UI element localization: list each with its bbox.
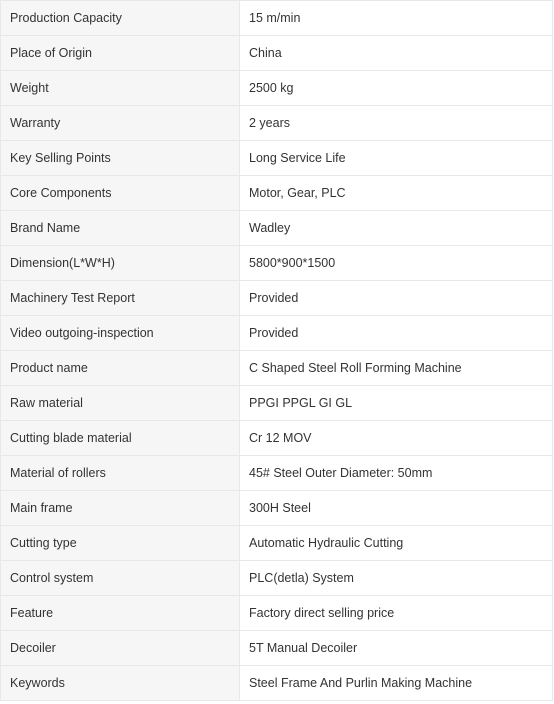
spec-label: Main frame bbox=[1, 491, 240, 526]
spec-value: Factory direct selling price bbox=[240, 596, 553, 631]
spec-value: 300H Steel bbox=[240, 491, 553, 526]
spec-value: 5800*900*1500 bbox=[240, 246, 553, 281]
spec-label: Video outgoing-inspection bbox=[1, 316, 240, 351]
spec-value: C Shaped Steel Roll Forming Machine bbox=[240, 351, 553, 386]
spec-row bbox=[1, 386, 553, 421]
spec-row bbox=[1, 176, 553, 211]
spec-value: Automatic Hydraulic Cutting bbox=[240, 526, 553, 561]
spec-row bbox=[1, 36, 553, 71]
spec-label: Keywords bbox=[1, 666, 240, 701]
spec-row bbox=[1, 246, 553, 281]
spec-label: Production Capacity bbox=[1, 1, 240, 36]
spec-label: Place of Origin bbox=[1, 36, 240, 71]
spec-row bbox=[1, 421, 553, 456]
spec-value: PLC(detla) System bbox=[240, 561, 553, 596]
spec-row bbox=[1, 456, 553, 491]
spec-row bbox=[1, 71, 553, 106]
spec-row bbox=[1, 596, 553, 631]
spec-value: Provided bbox=[240, 281, 553, 316]
spec-row bbox=[1, 106, 553, 141]
spec-row bbox=[1, 1, 553, 36]
spec-label: Cutting type bbox=[1, 526, 240, 561]
spec-row bbox=[1, 526, 553, 561]
spec-value: Wadley bbox=[240, 211, 553, 246]
spec-value: China bbox=[240, 36, 553, 71]
spec-value: Long Service Life bbox=[240, 141, 553, 176]
spec-value: Cr 12 MOV bbox=[240, 421, 553, 456]
spec-value: Provided bbox=[240, 316, 553, 351]
spec-value: 2 years bbox=[240, 106, 553, 141]
spec-row bbox=[1, 281, 553, 316]
spec-row bbox=[1, 351, 553, 386]
spec-row bbox=[1, 666, 553, 701]
spec-label: Core Components bbox=[1, 176, 240, 211]
spec-label: Feature bbox=[1, 596, 240, 631]
spec-value: Steel Frame And Purlin Making Machine bbox=[240, 666, 553, 701]
spec-value: 15 m/min bbox=[240, 1, 553, 36]
spec-label: Product name bbox=[1, 351, 240, 386]
spec-value: PPGI PPGL GI GL bbox=[240, 386, 553, 421]
spec-row bbox=[1, 316, 553, 351]
spec-table-body bbox=[1, 1, 553, 701]
spec-row bbox=[1, 631, 553, 666]
spec-row bbox=[1, 491, 553, 526]
spec-label: Weight bbox=[1, 71, 240, 106]
spec-label: Warranty bbox=[1, 106, 240, 141]
spec-label: Brand Name bbox=[1, 211, 240, 246]
spec-row bbox=[1, 211, 553, 246]
spec-value: 2500 kg bbox=[240, 71, 553, 106]
spec-label: Machinery Test Report bbox=[1, 281, 240, 316]
spec-label: Key Selling Points bbox=[1, 141, 240, 176]
spec-value: 45# Steel Outer Diameter: 50mm bbox=[240, 456, 553, 491]
spec-label: Raw material bbox=[1, 386, 240, 421]
spec-label: Cutting blade material bbox=[1, 421, 240, 456]
spec-value: 5T Manual Decoiler bbox=[240, 631, 553, 666]
spec-label: Dimension(L*W*H) bbox=[1, 246, 240, 281]
spec-value: Motor, Gear, PLC bbox=[240, 176, 553, 211]
spec-label: Decoiler bbox=[1, 631, 240, 666]
spec-row bbox=[1, 141, 553, 176]
spec-label: Control system bbox=[1, 561, 240, 596]
spec-row bbox=[1, 561, 553, 596]
spec-label: Material of rollers bbox=[1, 456, 240, 491]
